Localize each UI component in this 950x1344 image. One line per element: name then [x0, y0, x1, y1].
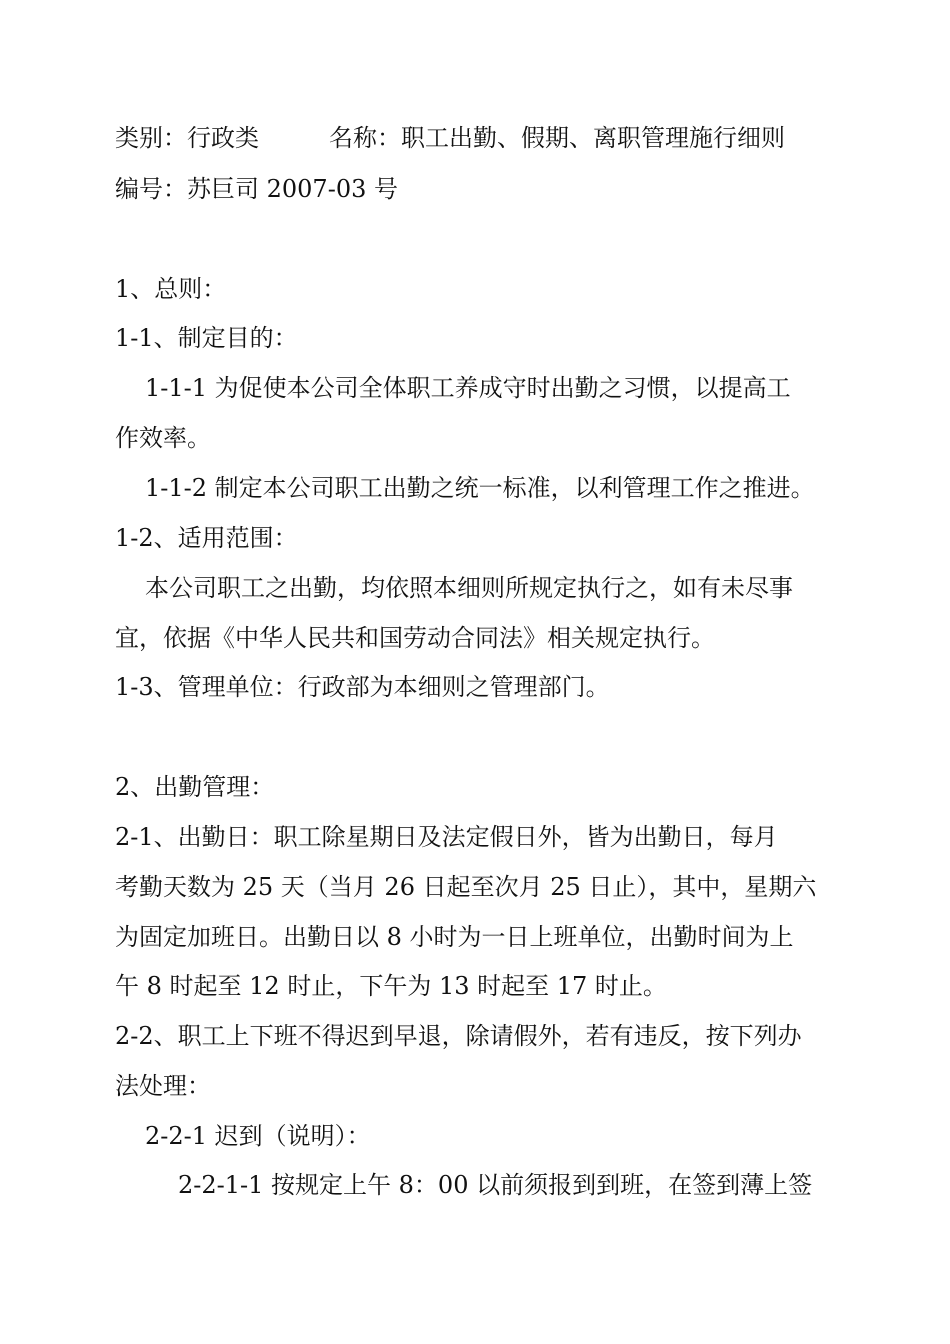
document-name: 名称：职工出勤、假期、离职管理施行细则 — [329, 124, 785, 152]
subsection-heading-1-2: 1-2、适用范围： — [115, 524, 298, 552]
paragraph-line: 宜，依据《中华人民共和国劳动合同法》相关规定执行。 — [115, 624, 715, 652]
paragraph-line: 1-1-2 制定本公司职工出勤之统一标准，以利管理工作之推进。 — [145, 474, 815, 502]
subsection-heading-1-1: 1-1、制定目的： — [115, 324, 298, 352]
paragraph-line: 2-1、出勤日：职工除星期日及法定假日外，皆为出勤日，每月 — [115, 823, 778, 851]
paragraph-line: 午 8 时起至 12 时止，下午为 13 时起至 17 时止。 — [115, 972, 667, 1000]
paragraph-line: 法处理： — [115, 1072, 211, 1100]
paragraph-line: 作效率。 — [115, 424, 211, 452]
paragraph-line: 为固定加班日。出勤日以 8 小时为一日上班单位，出勤时间为上 — [115, 923, 794, 951]
paragraph-line: 2-2、职工上下班不得迟到早退，除请假外，若有违反，按下列办 — [115, 1022, 802, 1050]
category-label: 类别：行政类 — [115, 124, 259, 152]
document-number: 编号：苏巨司 2007-03 号 — [115, 175, 398, 203]
paragraph-line: 本公司职工之出勤，均依照本细则所规定执行之，如有未尽事 — [145, 574, 793, 602]
subsection-heading-2-2-1: 2-2-1 迟到（说明）： — [145, 1122, 371, 1150]
subsection-heading-1-3: 1-3、管理单位：行政部为本细则之管理部门。 — [115, 673, 610, 701]
section-heading-2: 2、出勤管理： — [115, 773, 275, 801]
header-row — [115, 121, 840, 155]
paragraph-line: 2-2-1-1 按规定上午 8：00 以前须报到到班，在签到薄上签 — [178, 1171, 813, 1199]
section-heading-1: 1、总则： — [115, 275, 227, 303]
paragraph-line: 1-1-1 为促使本公司全体职工养成守时出勤之习惯，以提高工 — [145, 374, 791, 402]
paragraph-line: 考勤天数为 25 天（当月 26 日起至次月 25 日止），其中，星期六 — [115, 873, 817, 901]
